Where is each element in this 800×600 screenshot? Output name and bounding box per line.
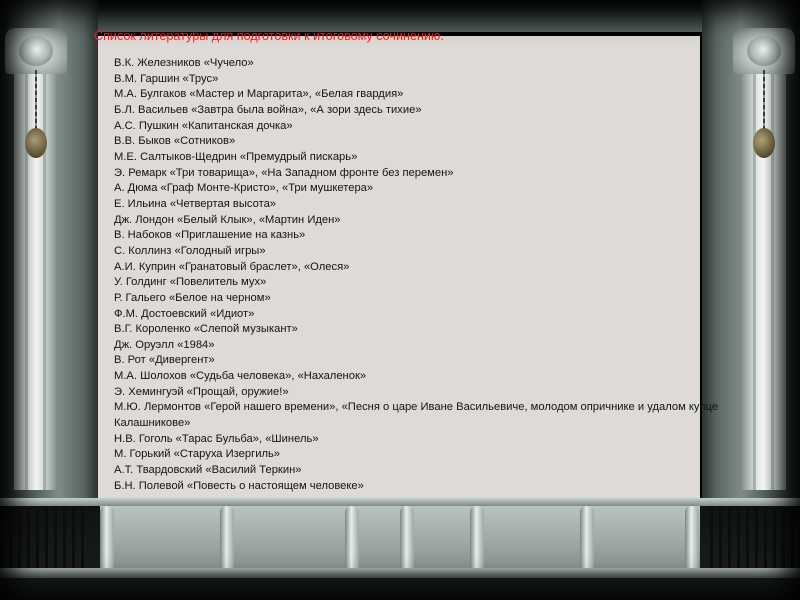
book-item: М.Е. Салтыков-Щедрин «Премудрый пискарь»: [114, 150, 358, 163]
book-item: С. Коллинз «Голодный игры»: [114, 244, 266, 257]
book-item: М.А. Шолохов «Судьба человека», «Нахаленок»: [114, 370, 367, 383]
book-item: В. Рот «Дивергент»: [114, 354, 215, 367]
right-chain: [763, 70, 765, 135]
book-item: Р. Гальего «Белое на черном»: [114, 291, 271, 304]
book-list: [114, 56, 754, 494]
right-medallion-icon: [753, 128, 775, 158]
book-item: М.А. Булгаков «Мастер и Маргарита», «Белая гвардия»: [114, 88, 404, 101]
left-chain: [35, 70, 37, 135]
book-item: Е. Ильина «Четвертая высота»: [114, 197, 277, 210]
baluster: [400, 506, 414, 568]
left-medallion-icon: [25, 128, 47, 158]
book-item: А.С. Пушкин «Капитанская дочка»: [114, 119, 293, 132]
balcony-base: [0, 568, 800, 578]
baluster: [685, 506, 699, 568]
book-item: Б.Л. Васильев «Завтра была война», «А зори здесь тихие»: [114, 103, 422, 116]
book-item: Н.В. Гоголь «Тарас Бульба», «Шинель»: [114, 432, 319, 445]
book-item: Э. Ремарк «Три товарища», «На Западном фронте без перемен»: [114, 166, 454, 179]
book-item: М. Горький «Старуха Изергиль»: [114, 448, 281, 461]
baluster: [345, 506, 359, 568]
right-iron-fence: [710, 508, 800, 570]
book-item: В.В. Быков «Сотников»: [114, 135, 236, 148]
page-title: Список литературы для подготовки к итоговому сочинению.: [94, 29, 444, 43]
book-item: В.К. Железников «Чучело»: [114, 57, 254, 69]
book-item: Э. Хемингуэй «Прощай, оружие!»: [114, 385, 289, 398]
book-item: Ф.М. Достоевский «Идиот»: [114, 307, 255, 320]
book-item: М.Ю. Лермонтов «Герой нашего времени», «Песня о царе Иване Васильевиче, молодом опричнике и удалом купце Калашникове»: [114, 401, 719, 430]
book-item: У. Голдинг «Повелитель мух»: [114, 276, 267, 289]
book-item: В.М. Гаршин «Трус»: [114, 72, 219, 85]
book-item: В. Набоков «Приглашение на казнь»: [114, 229, 306, 242]
baluster: [580, 506, 594, 568]
book-item: А. Дюма «Граф Монте-Кристо», «Три мушкетера»: [114, 182, 374, 195]
book-item: А.И. Куприн «Гранатовый браслет», «Олеся»: [114, 260, 350, 273]
book-item: Дж. Лондон «Белый Клык», «Мартин Иден»: [114, 213, 341, 226]
baluster: [470, 506, 484, 568]
book-item: В.Г. Короленко «Слепой музыкант»: [114, 323, 298, 336]
book-item: Б.Н. Полевой «Повесть о настоящем человеке»: [114, 479, 364, 492]
left-lion-head-icon: [19, 36, 53, 66]
left-iron-fence: [0, 508, 90, 570]
book-item: А.Т. Твардовский «Василий Теркин»: [114, 464, 302, 477]
balcony-handrail: [0, 498, 800, 506]
baluster: [100, 506, 114, 568]
book-item: Дж. Оруэлл «1984»: [114, 338, 215, 351]
baluster: [220, 506, 234, 568]
